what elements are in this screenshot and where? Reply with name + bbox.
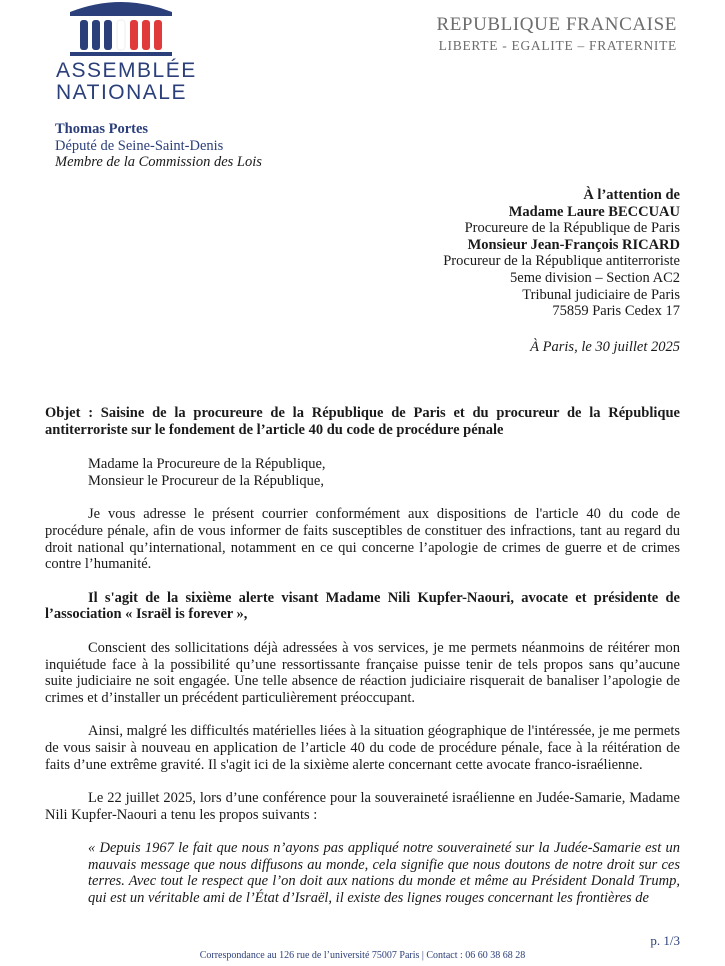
sender-block [55,121,262,171]
recipient-postcode: 75859 Paris Cedex 17 [552,303,680,320]
assemblee-nationale-logo [56,0,197,104]
logo-line-2: NATIONALE [56,81,187,104]
republic-motto: LIBERTE - EGALITE – FRATERNITE [438,38,677,53]
recipient-division: 5eme division – Section AC2 [510,269,680,286]
recipient-title-2: Procureur de la République antiterroriste [443,253,680,270]
letter-object: Objet : Saisine de la procureure de la République de Paris et du procureur de la République antiterroriste sur le fondement de l’article 40 du code de procédure pénale [45,405,680,438]
place-date: À Paris, le 30 juillet 2025 [530,339,680,355]
salutation-line-1: Madame la Procureure de la République, [88,456,326,473]
salutation-line-2: Monsieur le Procureur de la République, [88,472,324,489]
letter-body [45,405,680,907]
sender-role: Membre de la Commission des Lois [55,154,262,170]
recipient-name-1: Madame Laure BECCUAU [508,203,680,220]
paragraph-1: Je vous adresse le présent courrier conformément aux dispositions de l'article 40 du code de procédure pénale, afin de vous informer de faits susceptibles de constituer des infractions, tant au regard du droit national qu’international, notamment en ce qui concerne l’apologie de crimes de guerre et de crimes contre l’humanité. [45,506,680,573]
recipient-court: Tribunal judiciaire de Paris [522,286,680,303]
recipient-name-2: Monsieur Jean-François RICARD [467,236,680,253]
paragraph-4: Ainsi, malgré les difficultés matérielles liées à la situation géographique de l'intéressée, je me permets de vous saisir à nouveau en application de l’article 40 du code de procédure pénale, face à la réitération de faits d’une extrême gravité. Il s'agit ici de la sixième alerte concernant cette avocate franco-israélienne. [45,723,680,773]
quote-paragraph: « Depuis 1967 le fait que nous n’ayons pas appliqué notre souveraineté sur la Judée-Samarie est un mauvais message que nous diffusons au monde, cela signifie que nous doutons de notre droit sur ces terres. Avec tout le respect que l’on doit aux nations du monde et même au Président Donald Trump, qui est un véritable ami de l’État d’Israël, il existe des lignes rouges concernant les frontières de [88,840,680,907]
paragraph-2: Il s'agit de la sixième alerte visant Madame Nili Kupfer-Naouri, avocate et présidente de l’association « Israël is forever », [45,589,680,623]
sender-name: Thomas Portes [55,121,149,137]
recipient-attention: À l’attention de [583,187,680,203]
logo-line-1: ASSEMBLÉE [56,59,197,82]
recipient-title-1: Procureure de la République de Paris [464,220,680,237]
recipient-block [443,187,680,320]
footer-contact: Correspondance au 126 rue de l’université 75007 Paris | Contact : 06 60 38 68 28 [199,950,526,961]
page-number: p. 1/3 [650,933,680,948]
sender-constituency: Député de Seine-Saint-Denis [55,137,224,154]
paragraph-5: Le 22 juillet 2025, lors d’une conférence pour la souveraineté israélienne en Judée-Samarie, Madame Nili Kupfer-Naouri a tenu les propos suivants : [45,790,680,823]
hemicycle-emblem-icon [56,0,186,60]
republic-heading: REPUBLIQUE FRANCAISE [436,14,677,35]
paragraph-3: Conscient des sollicitations déjà adressées à vos services, je me permets néanmoins de réitérer mon inquiétude face à la possibilité qu’une ressortissante française puisse tenir de tels propos sans qu’aucune suite judiciaire ne soit engagée. Une telle absence de réaction judiciaire risquerait de banaliser l’apologie de crimes et d’installer un précédent particulièrement préoccupant. [45,639,680,706]
